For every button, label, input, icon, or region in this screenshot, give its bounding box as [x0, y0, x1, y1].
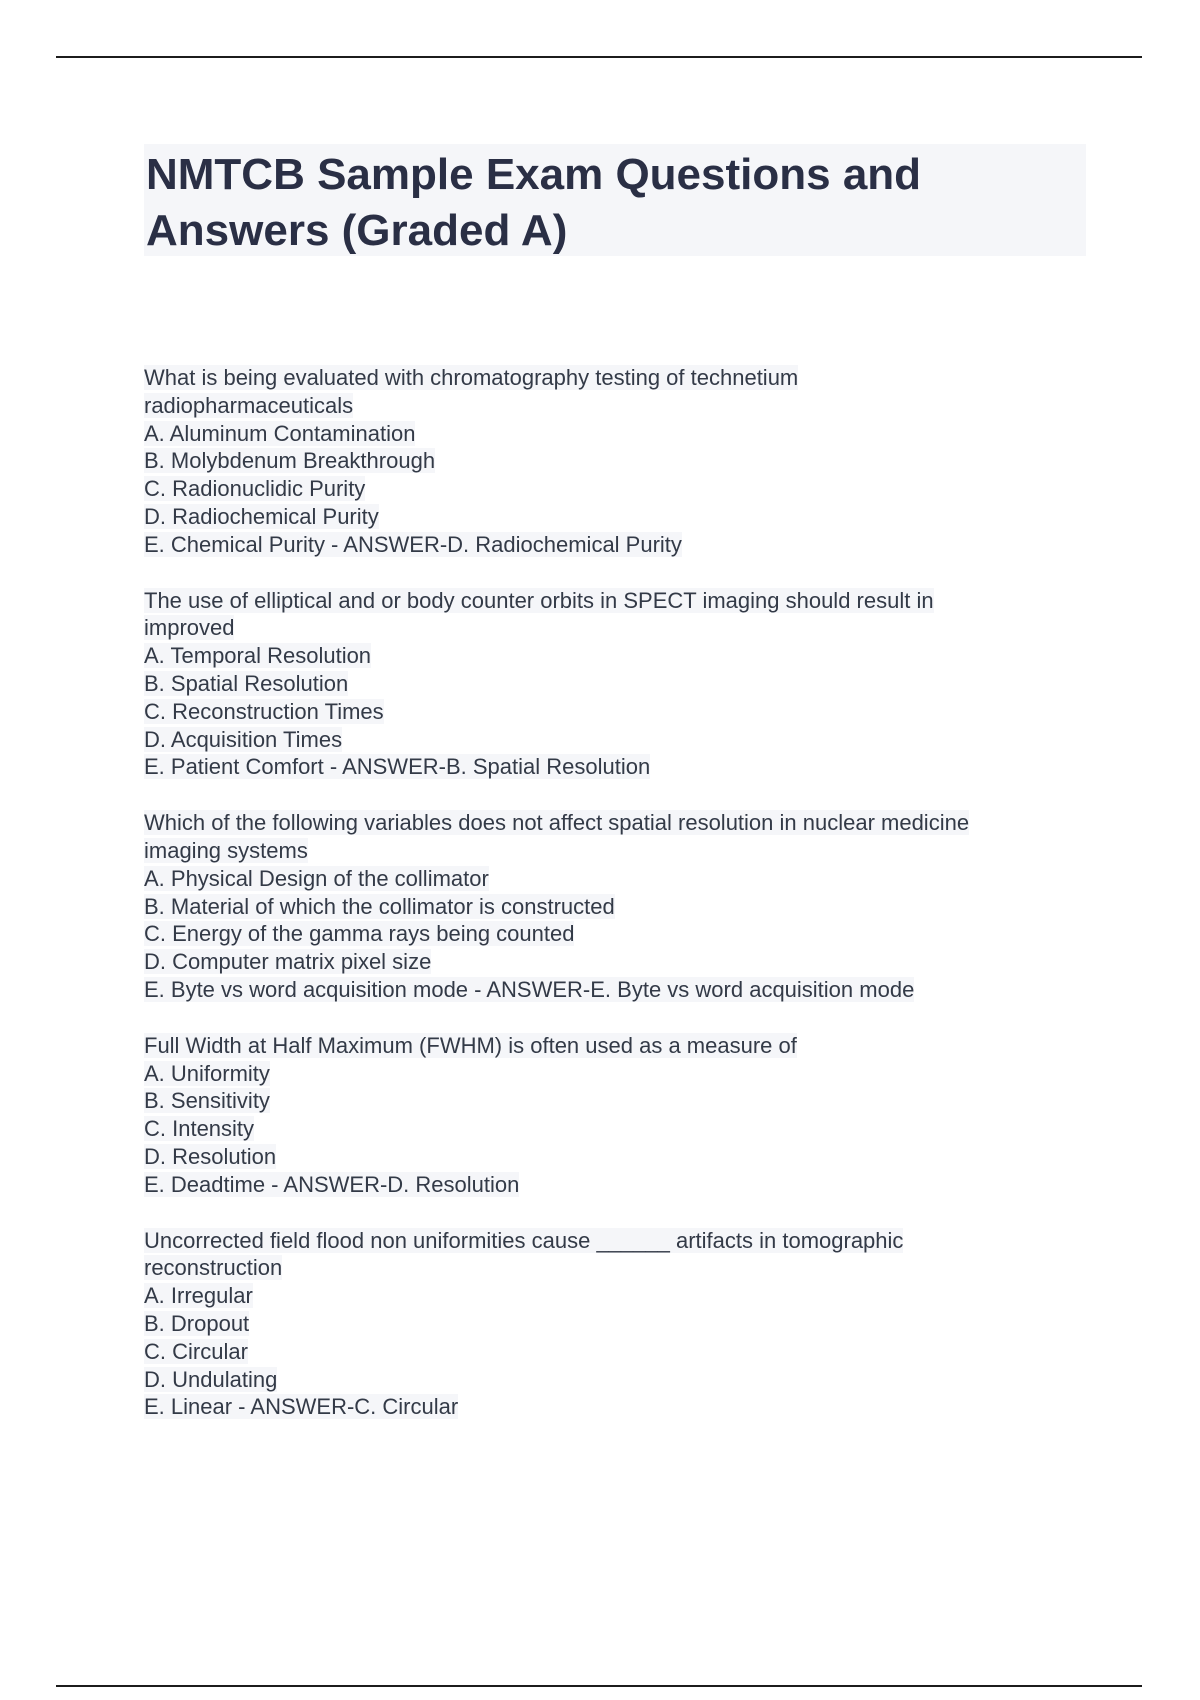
question-3-text: Which of the following variables does not affect spatial resolution in nuclear medicine: [144, 810, 970, 836]
question-2-text: The use of elliptical and or body counter orbits in SPECT imaging should result in: [144, 587, 934, 613]
question-4-option-e-answer: E. Deadtime - ANSWER-D. Resolution: [144, 1171, 520, 1197]
question-5-option-d: D. Undulating: [144, 1366, 278, 1392]
question-3-option-c: C. Energy of the gamma rays being counted: [144, 921, 575, 947]
question-1-text-cont: radiopharmaceuticals: [144, 392, 354, 418]
question-2-option-d: D. Acquisition Times: [144, 726, 343, 752]
question-3-text-cont: imaging systems: [144, 837, 308, 863]
question-1-text: What is being evaluated with chromatography testing of technetium: [144, 365, 799, 390]
question-1-option-a: A. Aluminum Contamination: [144, 420, 416, 446]
question-2-text-cont: improved: [144, 615, 235, 641]
question-5-option-b: B. Dropout: [144, 1310, 250, 1336]
question-1-option-e-answer: E. Chemical Purity - ANSWER-D. Radiochemical Purity: [144, 531, 682, 557]
question-3-option-b: B. Material of which the collimator is constructed: [144, 893, 615, 919]
top-rule: [56, 56, 1142, 58]
question-2-option-c: C. Reconstruction Times: [144, 698, 384, 724]
question-list: [144, 364, 1104, 1449]
question-4-option-a: A. Uniformity: [144, 1060, 270, 1086]
question-5-text-cont: reconstruction: [144, 1255, 283, 1281]
question-3-option-e-answer: E. Byte vs word acquisition mode - ANSWER-E. Byte vs word acquisition mode: [144, 976, 915, 1002]
question-1-option-c: C. Radionuclidic Purity: [144, 476, 366, 502]
title-block: [144, 144, 1086, 256]
question-3: [144, 809, 1104, 1004]
question-4: [144, 1032, 1104, 1199]
question-2: [144, 587, 1104, 782]
question-2-option-a: A. Temporal Resolution: [144, 643, 372, 669]
question-5-option-a: A. Irregular: [144, 1283, 253, 1309]
question-1: [144, 364, 1104, 559]
bottom-rule: [56, 1685, 1142, 1687]
question-3-option-d: D. Computer matrix pixel size: [144, 949, 432, 975]
question-4-option-d: D. Resolution: [144, 1143, 277, 1169]
question-2-option-b: B. Spatial Resolution: [144, 670, 349, 696]
question-5: [144, 1227, 1104, 1422]
question-3-option-a: A. Physical Design of the collimator: [144, 865, 489, 891]
question-2-option-e-answer: E. Patient Comfort - ANSWER-B. Spatial Resolution: [144, 754, 651, 780]
question-1-option-d: D. Radiochemical Purity: [144, 503, 379, 529]
question-5-text: Uncorrected field flood non uniformities cause ______ artifacts in tomographic: [144, 1227, 904, 1253]
question-4-option-c: C. Intensity: [144, 1116, 255, 1142]
question-4-option-b: B. Sensitivity: [144, 1088, 270, 1114]
question-5-option-c: C. Circular: [144, 1338, 248, 1364]
document-title: NMTCB Sample Exam Questions and Answers (Graded A): [146, 150, 922, 255]
question-5-option-e-answer: E. Linear - ANSWER-C. Circular: [144, 1394, 459, 1420]
question-4-text: Full Width at Half Maximum (FWHM) is often used as a measure of: [144, 1032, 797, 1058]
question-1-option-b: B. Molybdenum Breakthrough: [144, 448, 436, 474]
